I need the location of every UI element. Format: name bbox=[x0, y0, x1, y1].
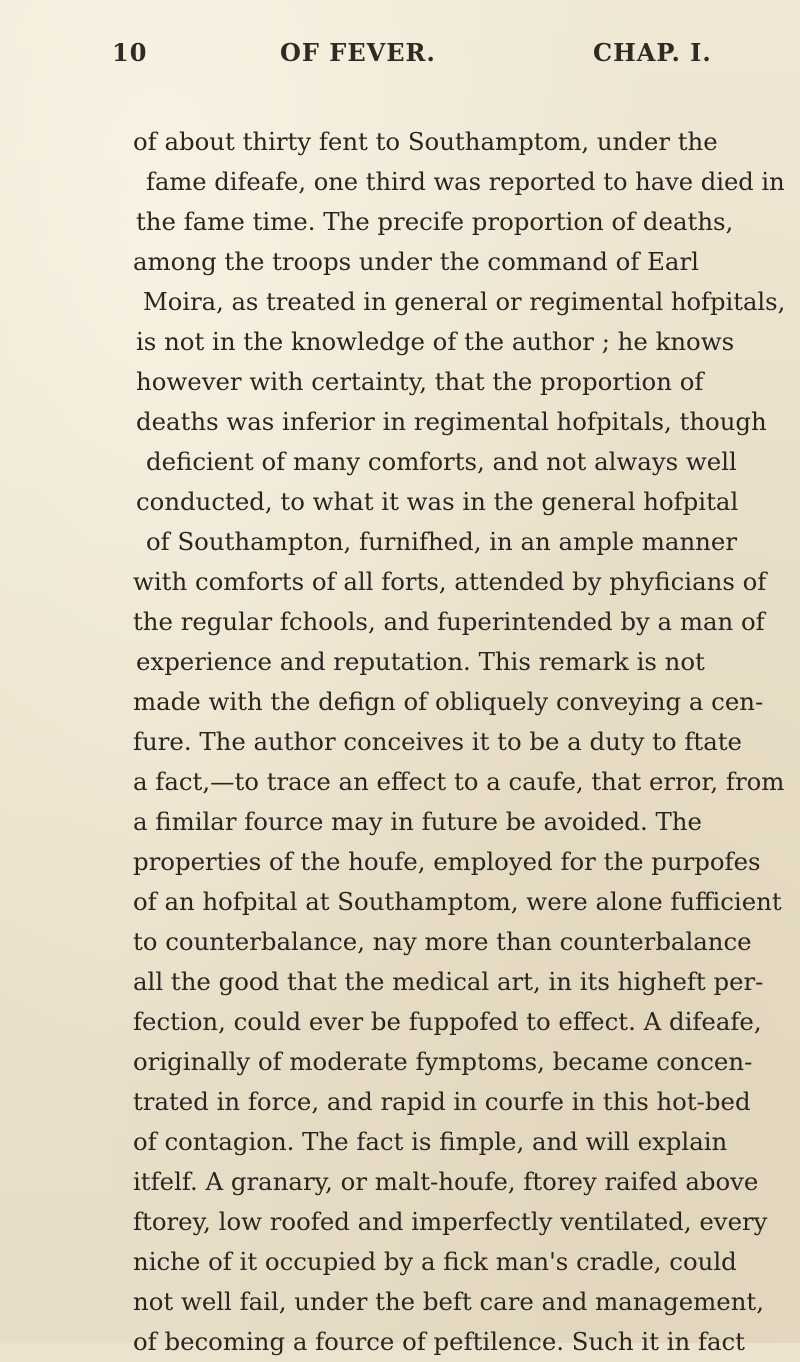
text-line: with comforts of all forts, attended by phyficians of bbox=[133, 567, 767, 596]
chapter-label: CHAP. I. bbox=[593, 38, 712, 67]
text-line: of an hofpital at Southamptom, were alone fufficient bbox=[133, 887, 782, 916]
page-number: 10 bbox=[112, 38, 148, 67]
text-line: of contagion. The fact is fimple, and will explain bbox=[133, 1127, 728, 1156]
running-head bbox=[112, 38, 752, 78]
text-line: of Southampton, furnifhed, in an ample manner bbox=[146, 527, 737, 556]
body-text bbox=[0, 122, 800, 1362]
text-line: conducted, to what it was in the general hofpital bbox=[136, 487, 739, 516]
text-line: of about thirty fent to Southamptom, under the bbox=[133, 127, 718, 156]
text-line: fection, could ever be fuppofed to effect. A difeafe, bbox=[133, 1007, 762, 1036]
text-line: niche of it occupied by a fick man's cradle, could bbox=[133, 1247, 737, 1276]
text-line: ftorey, low roofed and imperfectly ventilated, every bbox=[133, 1207, 768, 1236]
text-line: deaths was inferior in regimental hofpitals, though bbox=[136, 407, 767, 436]
text-line: to counterbalance, nay more than counterbalance bbox=[133, 927, 752, 956]
text-line: however with certainty, that the proportion of bbox=[136, 367, 704, 396]
text-line: itfelf. A granary, or malt-houfe, ftorey raifed above bbox=[133, 1167, 759, 1196]
text-line: trated in force, and rapid in courfe in this hot-bed bbox=[133, 1087, 751, 1116]
text-line: Moira, as treated in general or regimental hofpitals, bbox=[143, 287, 786, 316]
running-title: OF FEVER. bbox=[280, 38, 436, 67]
text-line: properties of the houfe, employed for the purpofes bbox=[133, 847, 761, 876]
text-line: all the good that the medical art, in its higheft per- bbox=[133, 967, 764, 996]
text-line: of becoming a fource of peftilence. Such it in fact bbox=[133, 1327, 745, 1356]
text-line: originally of moderate fymptoms, became concen- bbox=[133, 1047, 753, 1076]
text-line: deficient of many comforts, and not always well bbox=[146, 447, 737, 476]
text-line: experience and reputation. This remark is not bbox=[136, 647, 705, 676]
text-line: made with the defign of obliquely conveying a cen- bbox=[133, 687, 764, 716]
text-line: fure. The author conceives it to be a duty to ftate bbox=[133, 727, 742, 756]
text-line: is not in the knowledge of the author ; he knows bbox=[136, 327, 735, 356]
text-line: a fact,—to trace an effect to a caufe, that error, from bbox=[133, 767, 785, 796]
text-line: not well fail, under the beft care and management, bbox=[133, 1287, 764, 1316]
text-line: the fame time. The precife proportion of deaths, bbox=[136, 207, 734, 236]
text-line: a fimilar fource may in future be avoided. The bbox=[133, 807, 702, 836]
text-line: fame difeafe, one third was reported to have died in bbox=[146, 167, 785, 196]
text-line: among the troops under the command of Earl bbox=[133, 247, 699, 276]
text-line: the regular fchools, and fuperintended by a man of bbox=[133, 607, 765, 636]
